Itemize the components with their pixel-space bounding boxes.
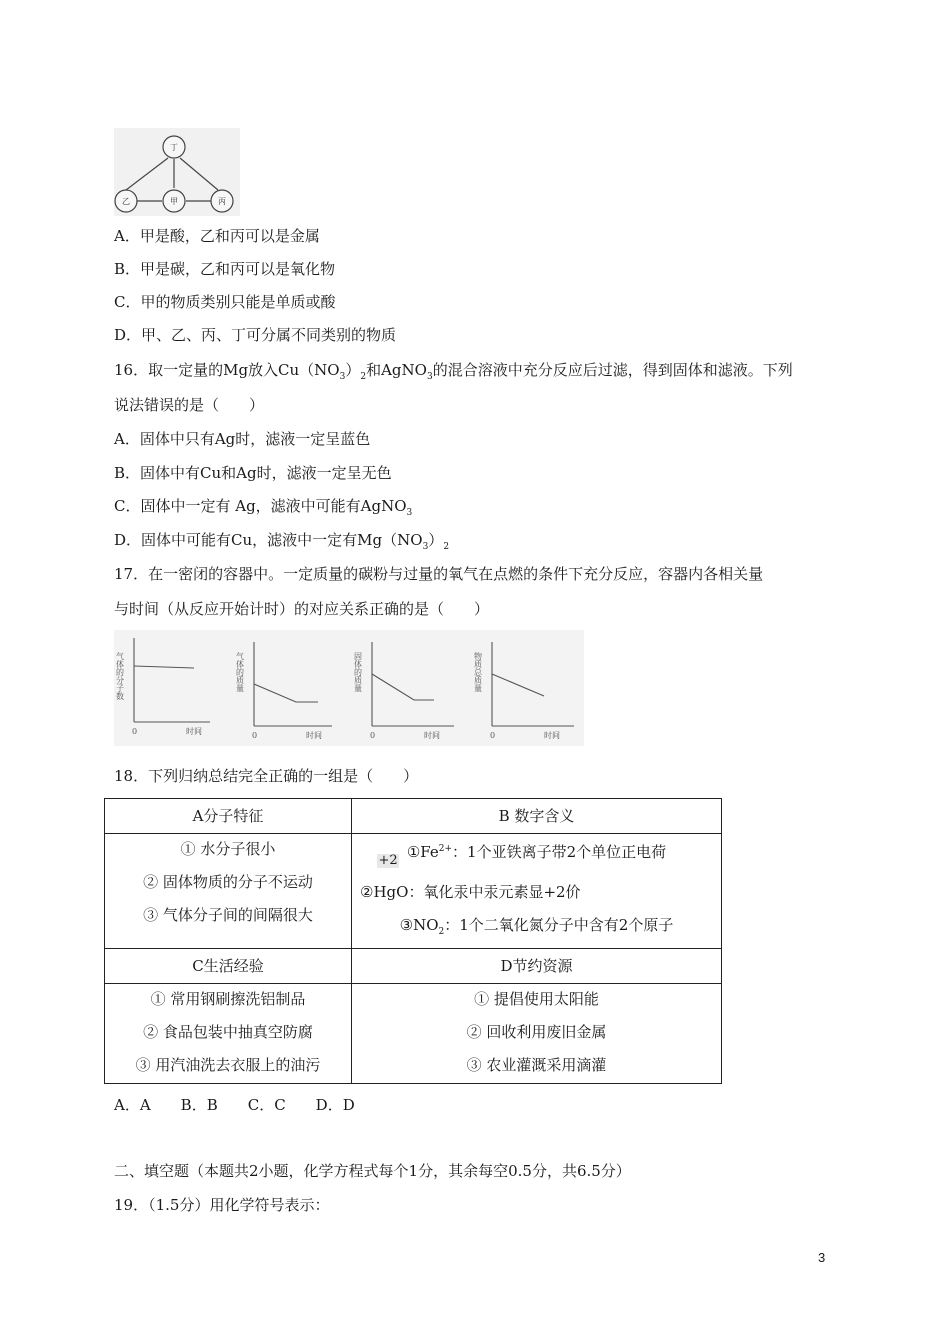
- q15-option-d: D．甲、乙、丙、丁可分属不同类别的物质: [114, 326, 397, 344]
- relation-diagram-svg: [114, 128, 240, 216]
- q17-graphs-svg: [114, 630, 584, 746]
- q18-a-item-3: ③ 气体分子间的间隔很大: [143, 906, 313, 924]
- graph3-ylabel: 固体的质量: [353, 652, 363, 692]
- q15-option-c: C．甲的物质类别只能是单质或酸: [114, 293, 336, 311]
- q18-head-b: B 数字含义: [352, 799, 722, 834]
- q18-b-item-2: ② +2 HgO：氧化汞中汞元素显+2价: [352, 872, 721, 910]
- q18-c-item-2: ② 食品包装中抽真空防腐: [143, 1023, 313, 1041]
- q18-head-d: D节约资源: [352, 949, 722, 984]
- graph3-xlabel: 时间: [424, 731, 440, 740]
- q18-cell-a: [105, 834, 352, 949]
- q18-b-item-3: $③NO_2$：1个二氧化氮分子中含有2个原子: [399, 916, 674, 937]
- node-yi-label: 乙: [122, 197, 130, 206]
- graph4-xlabel: 时间: [544, 731, 560, 740]
- q16-option-b: B．固体中有Cu和Ag时，滤液一定呈无色: [114, 464, 392, 482]
- graph4-origin: 0: [490, 731, 496, 740]
- q17-graphs: [114, 630, 584, 746]
- graph2-curve: [254, 684, 318, 702]
- graph4-ylabel: 物质总质量: [473, 652, 483, 692]
- graph1-xlabel: 时间: [186, 727, 202, 736]
- q18-head-c: C生活经验: [105, 949, 352, 984]
- graph1-origin: 0: [132, 727, 138, 736]
- graph4-curve: [492, 674, 544, 696]
- q15-option-a: A．甲是酸，乙和丙可以是金属: [114, 227, 320, 245]
- q18-cell-d: [352, 984, 722, 1084]
- graph1-curve: [134, 666, 194, 668]
- q18-c-item-3: ③ 用汽油洗去衣服上的油污: [135, 1056, 321, 1074]
- edge-ding-bing: [180, 158, 218, 190]
- node-jia-label: 甲: [170, 197, 178, 206]
- node-bing-label: 丙: [218, 197, 226, 206]
- q18-head-a: A分子特征: [105, 799, 352, 834]
- valence-mark: +2 Hg: [373, 853, 398, 901]
- q18-d-item-3: ③ 农业灌溉采用滴灌: [466, 1056, 607, 1074]
- graph2-xlabel: 时间: [306, 731, 322, 740]
- q17-stem-line1: 17．在一密闭的容器中。一定质量的碳粉与过量的氧气在点燃的条件下充分反应，容器内各相关量: [114, 565, 764, 583]
- q16-option-a: A．固体中只有Ag时，滤液一定呈蓝色: [114, 430, 371, 448]
- graph3-origin: 0: [370, 731, 376, 740]
- q18-a-item-1: ① 水分子很小: [180, 840, 276, 858]
- q18-cell-b: [352, 834, 722, 949]
- q18-d-item-2: ② 回收利用废旧金属: [466, 1023, 607, 1041]
- q18-table: [104, 798, 722, 1084]
- section-2-heading: 二、填空题（本题共2小题，化学方程式每个1分，其余每空0.5分，共6.5分）: [114, 1162, 631, 1180]
- q16-option-c: C．固体中一定有 Ag，滤液中可能有AgNO$_3$: [114, 497, 413, 518]
- edge-ding-yi: [126, 158, 168, 190]
- graph2-ylabel: 气体的质量: [235, 652, 245, 692]
- graph3-curve: [372, 674, 434, 700]
- node-ding-label: 丁: [170, 143, 178, 152]
- q18-cell-c: [105, 984, 352, 1084]
- q18-b-item-1: $①Fe^{2+}$：1个亚铁离子带2个单位正电荷: [406, 843, 667, 861]
- q19-stem: 19．（1.5分）用化学符号表示：: [114, 1196, 330, 1214]
- q18-options: A．A B．B C．C D．D: [114, 1096, 355, 1114]
- graph1-ylabel: 气体的分子数: [115, 652, 125, 700]
- q18-d-item-1: ① 提倡使用太阳能: [474, 990, 599, 1008]
- q17-stem-line2: 与时间（从反应开始计时）的对应关系正确的是（ ）: [114, 600, 490, 618]
- q15-option-b: B．甲是碳，乙和丙可以是氧化物: [114, 260, 336, 278]
- q16-stem-line1: 16．取一定量的Mg放入$Cu(NO_3)_2$和AgNO$_3$的混合溶液中充分反应后过滤，得到固体和滤液。下列: [114, 361, 793, 382]
- graph2-origin: 0: [252, 731, 258, 740]
- page-number: 3: [818, 1250, 826, 1265]
- q16-option-d: D．固体中可能有Cu，滤液中一定有$Mg(NO_3)_2$: [114, 531, 450, 552]
- substance-relation-diagram: [114, 128, 240, 216]
- q16-stem-line2: 说法错误的是（ ）: [114, 396, 265, 414]
- q18-stem: 18．下列归纳总结完全正确的一组是（ ）: [114, 767, 419, 785]
- q18-c-item-1: ① 常用钢刷擦洗铝制品: [150, 990, 306, 1008]
- q18-a-item-2: ② 固体物质的分子不运动: [143, 873, 313, 891]
